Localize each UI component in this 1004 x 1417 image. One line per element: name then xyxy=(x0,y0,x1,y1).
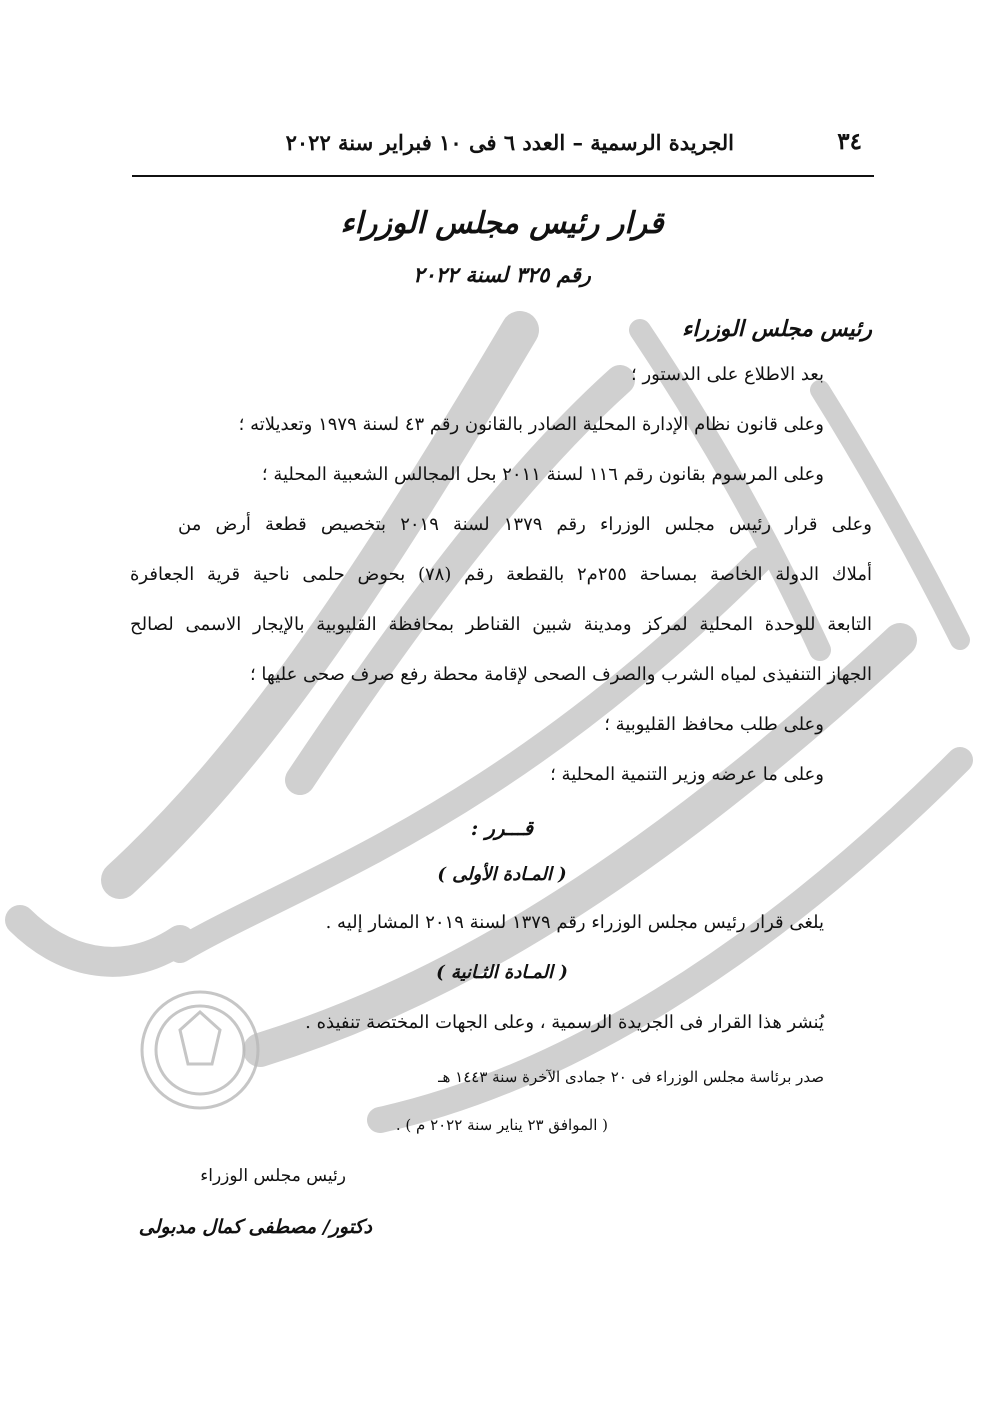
preamble-line: وعلى المرسوم بقانون رقم ١١٦ لسنة ٢٠١١ بحل المجالس الشعبية المحلية ؛ xyxy=(261,464,824,485)
decree-number: رقم ٣٢٥ لسنة ٢٠٢٢ xyxy=(413,262,591,287)
paragraph-line: الجهاز التنفيذى لمياه الشرب والصرف الصحى لإقامة محطة رفع صرف صحى عليها ؛ xyxy=(249,664,872,685)
paragraph-line: التابعة للوحدة المحلية لمركز ومدينة شبين القناطر بمحافظة القليوبية بالإيجار الاسمى لصالح xyxy=(130,614,872,635)
preamble-line: وعلى ما عرضه وزير التنمية المحلية ؛ xyxy=(550,764,824,785)
preamble-line: بعد الاطلاع على الدستور ؛ xyxy=(631,364,824,385)
preamble-line: وعلى طلب محافظ القليوبية ؛ xyxy=(604,714,824,735)
paragraph-line: أملاك الدولة الخاصة بمساحة ٢٥٥م٢ بالقطعة رقم (٧٨) بحوض حلمى ناحية قرية الجعافرة xyxy=(130,564,872,585)
issued-date: صدر برئاسة مجلس الوزراء فى ٢٠ جمادى الآخرة سنة ١٤٤٣ هـ xyxy=(438,1068,824,1086)
signature-title: رئيس مجلس الوزراء xyxy=(200,1166,346,1186)
page-header xyxy=(132,128,872,164)
article-1-text: يلغى قرار رئيس مجلس الوزراء رقم ١٣٧٩ لسنة ٢٠١٩ المشار إليه . xyxy=(325,912,824,933)
preamble-line: وعلى قانون نظام الإدارة المحلية الصادر بالقانون رقم ٤٣ لسنة ١٩٧٩ وتعديلاته ؛ xyxy=(238,414,824,435)
issuer-heading: رئيس مجلس الوزراء xyxy=(682,316,872,342)
paragraph-line: وعلى قرار رئيس مجلس الوزراء رقم ١٣٧٩ لسنة ٢٠١٩ بتخصيص قطعة أرض من xyxy=(178,514,872,535)
decree-title: قرار رئيس مجلس الوزراء xyxy=(340,206,664,241)
page-number: ٣٤ xyxy=(837,128,862,155)
signature-name: دكتور/ مصطفى كمال مدبولى xyxy=(138,1216,372,1238)
corresponding-date: ( الموافق ٢٣ يناير سنة ٢٠٢٢ م ) . xyxy=(395,1116,608,1134)
article-2-text: يُنشر هذا القرار فى الجريدة الرسمية ، وعلى الجهات المختصة تنفيذه . xyxy=(305,1012,824,1033)
gazette-title: الجريدة الرسمية – العدد ٦ فى ١٠ فبراير سنة ٢٠٢٢ xyxy=(285,130,734,155)
article-1-title: ( المـادة الأولى ) xyxy=(437,864,567,885)
decided-heading: قـــرر : xyxy=(470,816,534,840)
header-divider xyxy=(132,175,874,177)
article-2-title: ( المـادة الثـانية ) xyxy=(436,962,568,983)
seal-icon xyxy=(142,992,258,1108)
